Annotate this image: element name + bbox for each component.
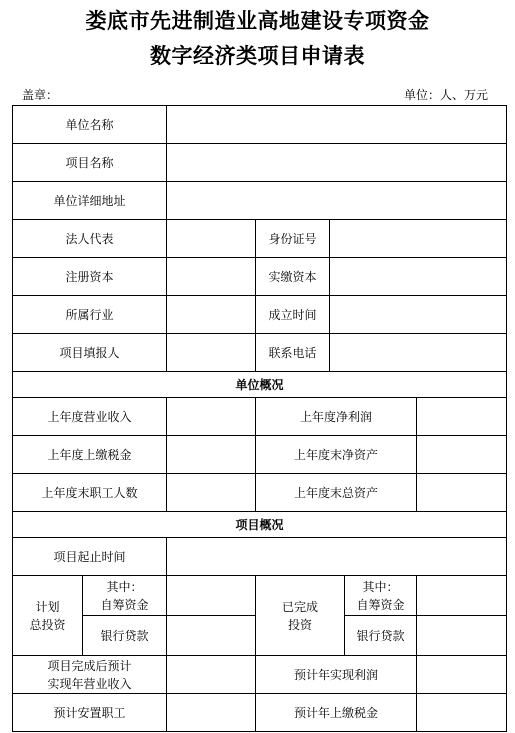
form-title-line1: 娄底市先进制造业高地建设专项资金 xyxy=(85,9,430,33)
row-project-period xyxy=(13,538,507,576)
row-reporter xyxy=(13,334,507,372)
project-period-field[interactable] xyxy=(167,538,507,576)
row-project-overview-header xyxy=(13,512,507,538)
company-name-label: 单位名称 xyxy=(13,106,167,144)
company-name-field[interactable] xyxy=(167,106,507,144)
row-project-name xyxy=(13,144,507,182)
year-end-employees-label: 上年度末职工人数 xyxy=(13,474,167,512)
expected-tax-label: 预计年上缴税金 xyxy=(256,694,417,732)
last-year-revenue-label: 上年度营业收入 xyxy=(13,398,167,436)
row-industry xyxy=(13,296,507,334)
paid-capital-field[interactable] xyxy=(330,258,507,296)
row-legal-rep xyxy=(13,220,507,258)
planned-investment-label: 计划 总投资 xyxy=(13,576,83,656)
phone-label: 联系电话 xyxy=(256,334,330,372)
industry-field[interactable] xyxy=(167,296,256,334)
project-overview-heading: 项目概况 xyxy=(13,512,507,538)
id-number-field[interactable] xyxy=(330,220,507,258)
project-name-label: 项目名称 xyxy=(13,144,167,182)
row-tax-net-assets xyxy=(13,436,507,474)
row-address xyxy=(13,182,507,220)
year-end-total-assets-field[interactable] xyxy=(417,474,507,512)
planned-bank-loan-field[interactable] xyxy=(167,616,256,656)
legal-rep-field[interactable] xyxy=(167,220,256,258)
company-overview-heading: 单位概况 xyxy=(13,372,507,398)
unit-label: 单位：人、万元 xyxy=(403,88,488,102)
year-end-total-assets-label: 上年度末总资产 xyxy=(256,474,417,512)
expected-profit-label: 预计年实现利润 xyxy=(256,656,417,694)
established-field[interactable] xyxy=(330,296,507,334)
planned-self-raised-label: 其中： 自筹资金 xyxy=(83,576,167,616)
row-expected-jobs-tax xyxy=(13,694,507,732)
reporter-label: 项目填报人 xyxy=(13,334,167,372)
completed-self-raised-label: 其中： 自筹资金 xyxy=(345,576,417,616)
row-employees-total-assets xyxy=(13,474,507,512)
application-form-table xyxy=(12,105,507,732)
expected-jobs-label: 预计安置职工 xyxy=(13,694,167,732)
completed-self-raised-field[interactable] xyxy=(417,576,507,616)
completed-bank-loan-field[interactable] xyxy=(417,616,507,656)
last-year-net-profit-field[interactable] xyxy=(417,398,507,436)
address-label: 单位详细地址 xyxy=(13,182,167,220)
last-year-tax-label: 上年度上缴税金 xyxy=(13,436,167,474)
expected-profit-field[interactable] xyxy=(417,656,507,694)
id-number-label: 身份证号 xyxy=(256,220,330,258)
completed-investment-label: 已完成 投资 xyxy=(256,576,345,656)
form-title-line2: 数字经济类项目申请表 xyxy=(150,44,365,68)
stamp-label: 盖章： xyxy=(22,88,59,102)
planned-bank-loan-label: 银行贷款 xyxy=(83,616,167,656)
project-period-label: 项目起止时间 xyxy=(13,538,167,576)
row-self-raised xyxy=(13,576,507,616)
planned-self-raised-field[interactable] xyxy=(167,576,256,616)
legal-rep-label: 法人代表 xyxy=(13,220,167,258)
year-end-employees-field[interactable] xyxy=(167,474,256,512)
expected-tax-field[interactable] xyxy=(417,694,507,732)
completed-bank-loan-label: 银行贷款 xyxy=(345,616,417,656)
expected-revenue-label: 项目完成后预计 实现年营业收入 xyxy=(13,656,167,694)
row-company-name xyxy=(13,106,507,144)
row-revenue-profit xyxy=(13,398,507,436)
row-capital xyxy=(13,258,507,296)
address-field[interactable] xyxy=(167,182,507,220)
established-label: 成立时间 xyxy=(256,296,330,334)
last-year-revenue-field[interactable] xyxy=(167,398,256,436)
expected-jobs-field[interactable] xyxy=(167,694,256,732)
registered-capital-field[interactable] xyxy=(167,258,256,296)
paid-capital-label: 实缴资本 xyxy=(256,258,330,296)
row-expected-revenue-profit xyxy=(13,656,507,694)
row-company-overview-header xyxy=(13,372,507,398)
expected-revenue-field[interactable] xyxy=(167,656,256,694)
year-end-net-assets-label: 上年度末净资产 xyxy=(256,436,417,474)
reporter-field[interactable] xyxy=(167,334,256,372)
last-year-tax-field[interactable] xyxy=(167,436,256,474)
phone-field[interactable] xyxy=(330,334,507,372)
project-name-field[interactable] xyxy=(167,144,507,182)
year-end-net-assets-field[interactable] xyxy=(417,436,507,474)
registered-capital-label: 注册资本 xyxy=(13,258,167,296)
last-year-net-profit-label: 上年度净利润 xyxy=(256,398,417,436)
industry-label: 所属行业 xyxy=(13,296,167,334)
